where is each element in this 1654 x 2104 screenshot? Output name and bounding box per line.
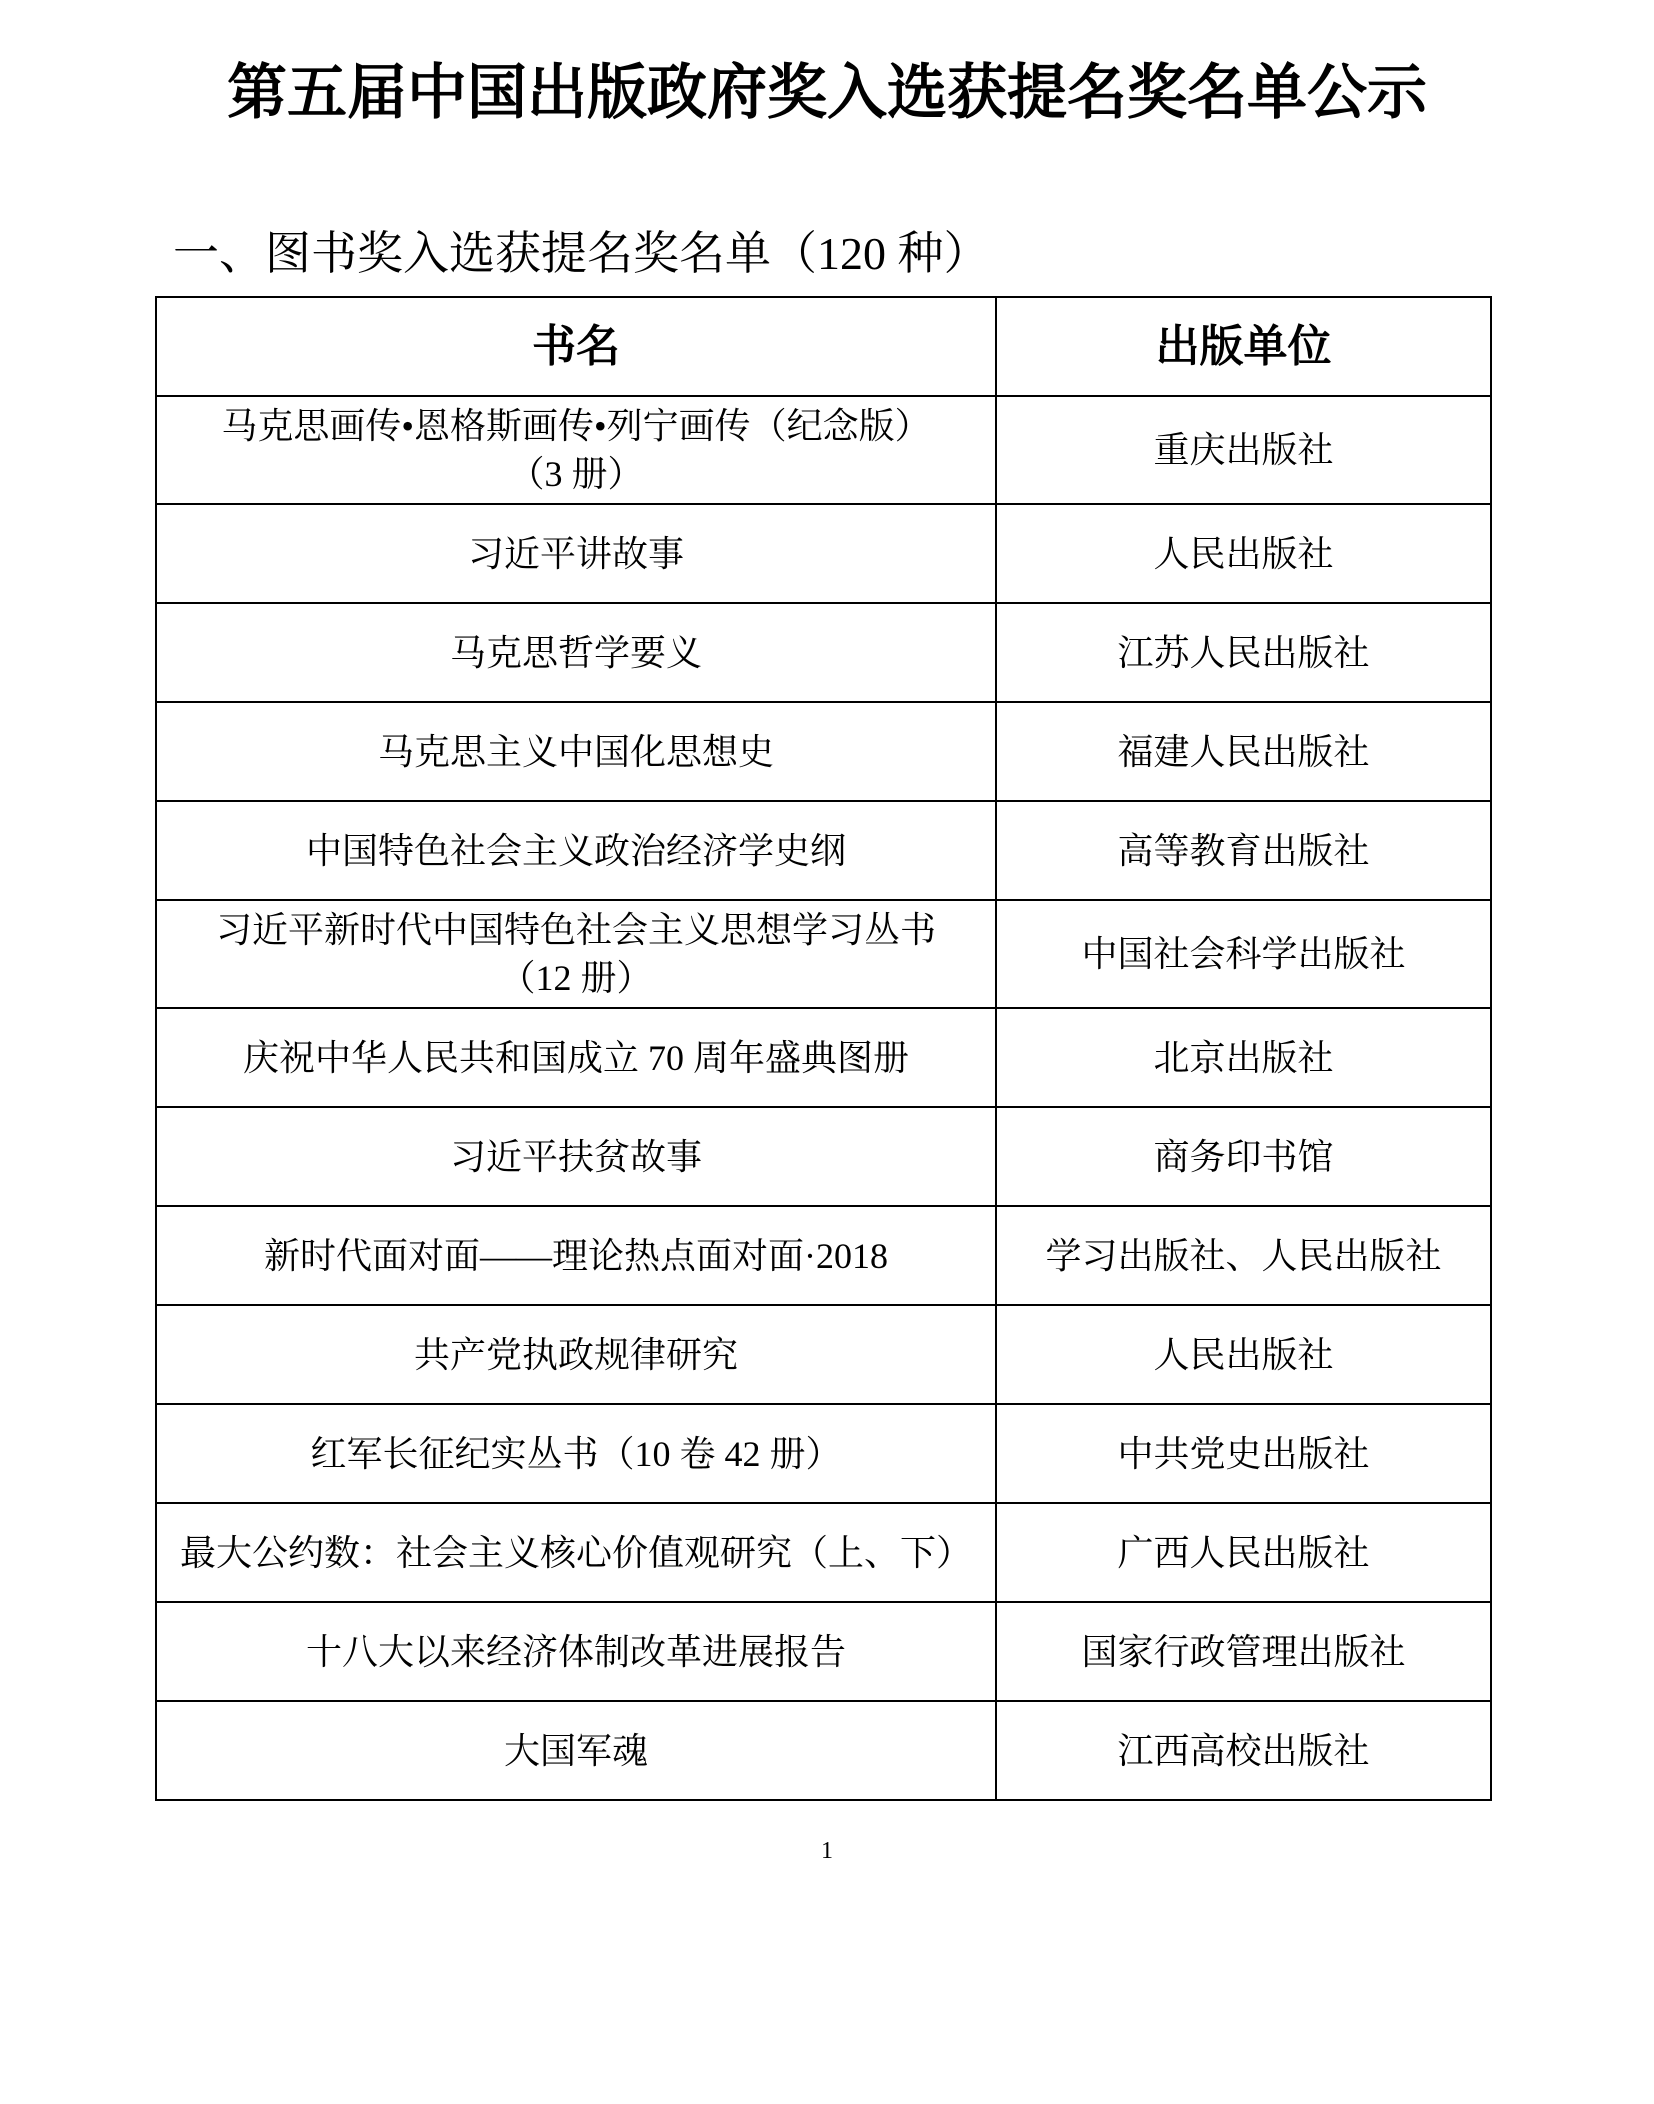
book-title-cell: 马克思哲学要义 <box>156 603 996 702</box>
section-heading: 一、图书奖入选获提名奖名单（120 种） <box>173 228 990 279</box>
book-title-cell: 十八大以来经济体制改革进展报告 <box>156 1602 996 1701</box>
publisher-cell: 中国社会科学出版社 <box>996 900 1491 1008</box>
table-row <box>156 1206 1491 1305</box>
publisher-cell: 学习出版社、人民出版社 <box>996 1206 1491 1305</box>
publisher-cell: 江西高校出版社 <box>996 1701 1491 1800</box>
publisher-cell: 福建人民出版社 <box>996 702 1491 801</box>
table-row <box>156 1602 1491 1701</box>
book-title-cell: 中国特色社会主义政治经济学史纲 <box>156 801 996 900</box>
book-title-cell: 庆祝中华人民共和国成立 70 周年盛典图册 <box>156 1008 996 1107</box>
publisher-cell: 人民出版社 <box>996 504 1491 603</box>
book-title-cell: 习近平新时代中国特色社会主义思想学习丛书 （12 册） <box>156 900 996 1008</box>
table-row <box>156 504 1491 603</box>
page-number: 1 <box>821 1838 833 1864</box>
book-title-cell: 习近平讲故事 <box>156 504 996 603</box>
table-row <box>156 1701 1491 1800</box>
table-row <box>156 396 1491 504</box>
table-row <box>156 603 1491 702</box>
table-row <box>156 1503 1491 1602</box>
table-row <box>156 1107 1491 1206</box>
document-title: 第五届中国出版政府奖入选获提名奖名单公示 <box>227 60 1427 126</box>
nominee-table <box>155 296 1492 1801</box>
book-title-cell: 新时代面对面——理论热点面对面·2018 <box>156 1206 996 1305</box>
publisher-cell: 国家行政管理出版社 <box>996 1602 1491 1701</box>
table-row <box>156 801 1491 900</box>
publisher-cell: 中共党史出版社 <box>996 1404 1491 1503</box>
book-title-cell: 红军长征纪实丛书（10 卷 42 册） <box>156 1404 996 1503</box>
table-row <box>156 702 1491 801</box>
column-header-book-title: 书名 <box>156 297 996 396</box>
publisher-cell: 北京出版社 <box>996 1008 1491 1107</box>
table-row <box>156 1008 1491 1107</box>
book-title-cell: 马克思画传•恩格斯画传•列宁画传（纪念版） （3 册） <box>156 396 996 504</box>
publisher-cell: 高等教育出版社 <box>996 801 1491 900</box>
table-row <box>156 1305 1491 1404</box>
book-title-cell: 习近平扶贫故事 <box>156 1107 996 1206</box>
table-header-row <box>156 297 1491 396</box>
book-title-cell: 马克思主义中国化思想史 <box>156 702 996 801</box>
publisher-cell: 江苏人民出版社 <box>996 603 1491 702</box>
table-row <box>156 1404 1491 1503</box>
publisher-cell: 人民出版社 <box>996 1305 1491 1404</box>
book-title-cell: 最大公约数：社会主义核心价值观研究（上、下） <box>156 1503 996 1602</box>
book-title-cell: 大国军魂 <box>156 1701 996 1800</box>
table-row <box>156 900 1491 1008</box>
column-header-publisher: 出版单位 <box>996 297 1491 396</box>
book-title-cell: 共产党执政规律研究 <box>156 1305 996 1404</box>
publisher-cell: 广西人民出版社 <box>996 1503 1491 1602</box>
publisher-cell: 商务印书馆 <box>996 1107 1491 1206</box>
publisher-cell: 重庆出版社 <box>996 396 1491 504</box>
